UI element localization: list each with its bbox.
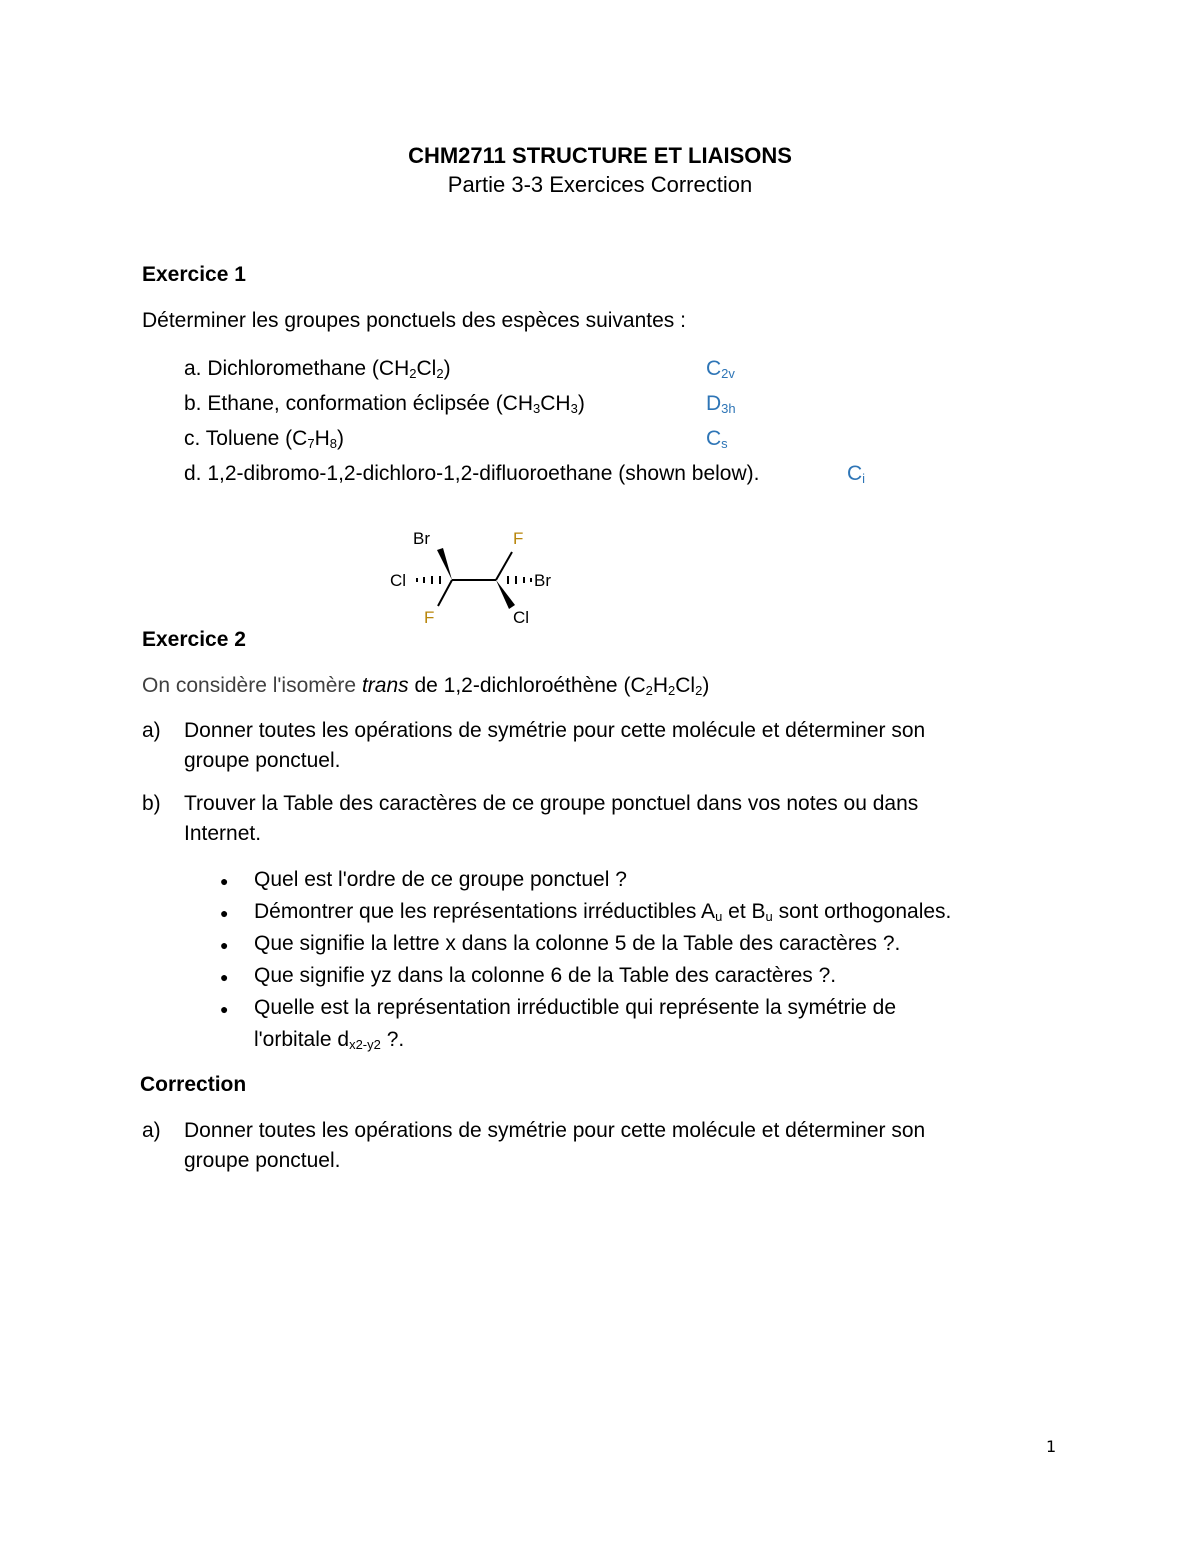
answer-c: $C_s$ [706,427,728,451]
document-title: CHM2711 STRUCTURE ET LIAISONS [408,143,792,168]
bullet-5-line1: Quelle est la représentation irréductible qui représente la symétrie de [254,996,897,1019]
correction-a-line2: groupe ponctuel. [184,1149,341,1172]
exercise1-item-d: d. 1,2-dibromo-1,2-dichloro-1,2-difluoroethane (shown below). [184,462,760,485]
atom-f-1: F [424,608,435,627]
bullet-icon: ● [220,969,229,985]
bullet-1-text: Quel est l'ordre de ce groupe ponctuel ? [254,868,627,891]
atom-br-2: Br [534,571,551,590]
correction-a-label: a) [142,1119,161,1142]
atom-cl-2: Cl [513,608,530,627]
atom-cl-1: Cl [390,571,407,590]
question-a-label: a) [142,719,161,742]
hash-bond-c2-br [508,576,531,584]
correction-heading: Correction [140,1073,247,1096]
bullet-icon: ● [220,905,229,921]
hash-bond-c1-cl [417,576,440,584]
exercise1-item-c: c. Toluene $(C_7H_8)$ [184,427,344,451]
bullet-4-text: Que signifie yz dans la colonne 6 de la Table des caractères ?. [254,964,837,987]
bullet-icon: ● [220,873,229,889]
bullet-3-text: Que signifie la lettre x dans la colonne 5 de la Table des caractères ?. [254,932,901,955]
bullet-5-line2: l'orbitale $d_{x2-y2}$ ?. [254,1028,405,1052]
document-subtitle: Partie 3-3 Exercices Correction [447,172,753,197]
question-b-line2: Internet. [184,822,262,845]
question-a-line1: Donner toutes les opérations de symétrie pour cette molécule et déterminer son [184,719,926,742]
answer-d: $C_i$ [847,462,866,486]
exercise1-prompt: Déterminer les groupes ponctuels des espèces suivantes : [142,309,686,332]
exercise2-intro: On considère l'isomère trans de 1,2-dichloroéthène $(C_2H_2Cl_2)$ [142,674,710,698]
bullet-2-text: Démontrer que les représentations irréductibles $A_u$ et $B_u$ sont orthogonales. [254,900,952,924]
question-b-line1: Trouver la Table des caractères de ce groupe ponctuel dans vos notes ou dans [184,792,919,815]
bullet-icon: ● [220,1001,229,1017]
exercise1-item-b: b. Ethane, conformation éclipsée $(CH_3CH_3)$ [184,392,585,416]
wedge-bond-c1-br [437,548,452,580]
exercise1-item-a: a. Dichloromethane $(CH_2Cl_2)$ [184,357,451,381]
question-b-label: b) [142,792,161,815]
answer-a: $C_{2v}$ [706,357,735,381]
atom-br-1: Br [413,529,430,548]
correction-a-line1: Donner toutes les opérations de symétrie pour cette molécule et déterminer son [184,1119,926,1142]
bullet-icon: ● [220,937,229,953]
molecule-structure [380,522,580,632]
wedge-bond-c2-cl [496,580,515,609]
bond-c2-f [496,552,512,580]
answer-b: $D_{3h}$ [706,392,736,416]
exercise2-heading: Exercice 2 [142,628,246,651]
question-a-line2: groupe ponctuel. [184,749,341,772]
page-number: 1 [1046,1437,1057,1456]
atom-f-2: F [513,529,524,548]
exercise1-heading: Exercice 1 [142,263,246,286]
